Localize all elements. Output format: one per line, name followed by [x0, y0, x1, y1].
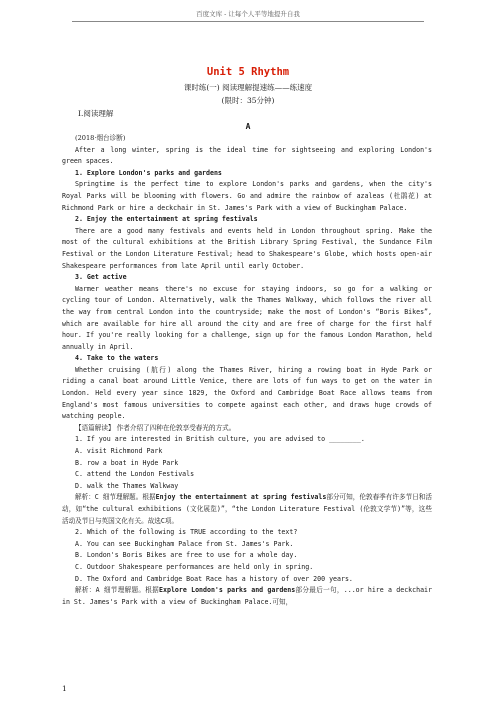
- passage-body: [62, 133, 432, 608]
- answer-analysis: [62, 585, 432, 608]
- question-stem: 1. If you are interested in British culture, you are advised to ________.: [75, 435, 365, 444]
- question-option: C. Outdoor Shakespeare performances are held only in spring.: [75, 562, 314, 571]
- item-heading: 4. Take to the waters: [75, 354, 159, 363]
- item-heading: 2. Enjoy the entertainment at spring festivals: [75, 215, 258, 224]
- question-option: B. London's Boris Bikes are free to use for a whole day.: [75, 551, 298, 560]
- time-limit: (限时：35分钟): [221, 96, 275, 105]
- item-heading: 3. Get active: [75, 273, 127, 282]
- intro-paragraph: After a long winter, spring is the ideal time for sightseeing and exploring London's green spaces.: [62, 145, 432, 166]
- source-note: (2018·烟台诊断): [75, 134, 126, 142]
- question-option: C. attend the London Festivals: [75, 470, 195, 479]
- item-heading: 1. Explore London's parks and gardens: [75, 168, 222, 177]
- lesson-subtitle: 课时练(一) 阅读理解提速练——练速度: [183, 83, 313, 92]
- passage-guide: 【语篇解读】 作者介绍了四种在伦敦享受春光的方式。: [75, 423, 236, 432]
- analysis-reference: Explore London's parks and gardens: [159, 586, 296, 595]
- analysis-reference: Enjoy the entertainment at spring festivals: [155, 493, 327, 502]
- item-text: Warmer weather means there's no excuse for staying indoors, so go for a walking or cycling tour of London. Alternatively, walk the Thames Walkway, which follows the river all the way from central London into the countryside; make the most of London's “Boris Bikes”, which are available for hire all around the city and are free of charge for the first half hour. If you're really looking for a challenge, sign up for the famous London Marathon, held annually in April.: [62, 284, 432, 351]
- section-heading: Ⅰ.阅读理解: [78, 109, 114, 118]
- analysis-detail: 部分最后一句，...or hire a deckchair in St. James's Park with a view of Buckingham Palace.可知，: [62, 586, 432, 606]
- analysis-lead: 解析：C 细节理解题。根据: [75, 493, 156, 502]
- question-option: D. walk the Thames Walkway: [75, 481, 179, 490]
- item-text: There are a good many festivals and events held in London throughout spring. Make the most of the cultural exhibitions at the British Library Spring Festival, the Sundance Film Festival or the London Literature Festival; head to Shakespeare's Globe, which hosts open-air Shakespeare performances from late April until early October.: [62, 226, 432, 270]
- page-number: 1: [62, 684, 67, 693]
- question-option: D. The Oxford and Cambridge Boat Race has a history of over 200 years.: [75, 574, 353, 583]
- question-option: A. visit Richmond Park: [75, 447, 163, 456]
- analysis-detail: 部分可知，伦敦春季有许多节日和活动，如“the cultural exhibitions (文化展览)”，“the London Literature Festival (伦敦文学节)”等，这些活动及节日与英国文化有关。故选C项。: [62, 493, 432, 525]
- analysis-lead: 解析：A 细节理解题。根据: [75, 586, 160, 595]
- page-header: 百度文库 - 让每个人平等地提升自我: [196, 10, 300, 18]
- question-option: A. You can see Buckingham Palace from St. James's Park.: [75, 539, 294, 548]
- item-text: Whether cruising (航行) along the Thames River, hiring a rowing boat in Hyde Park or riding a canal boat around Little Venice, there are lots of fun ways to get on the water in London. Held every year since 1829, the Oxford and Cambridge Boat Race allows teams from England's most famous universities to compete against each other, and draws huge crowds of watching people.: [62, 365, 432, 421]
- header-divider: [72, 21, 424, 22]
- item-text: Springtime is the perfect time to explore London's parks and gardens, when the city's Royal Parks will be blooming with flowers. Go and admire the rainbow of azaleas (杜鹃花) at Richmond Park or hire a deckchair in St. James's Park with a view of Buckingham Palace.: [62, 180, 432, 212]
- passage-letter: A: [245, 122, 251, 131]
- unit-title: Unit 5 Rhythm: [206, 66, 290, 78]
- question-stem: 2. Which of the following is TRUE according to the text?: [75, 528, 298, 537]
- answer-analysis: [62, 492, 432, 527]
- question-option: B. row a boat in Hyde Park: [75, 458, 179, 467]
